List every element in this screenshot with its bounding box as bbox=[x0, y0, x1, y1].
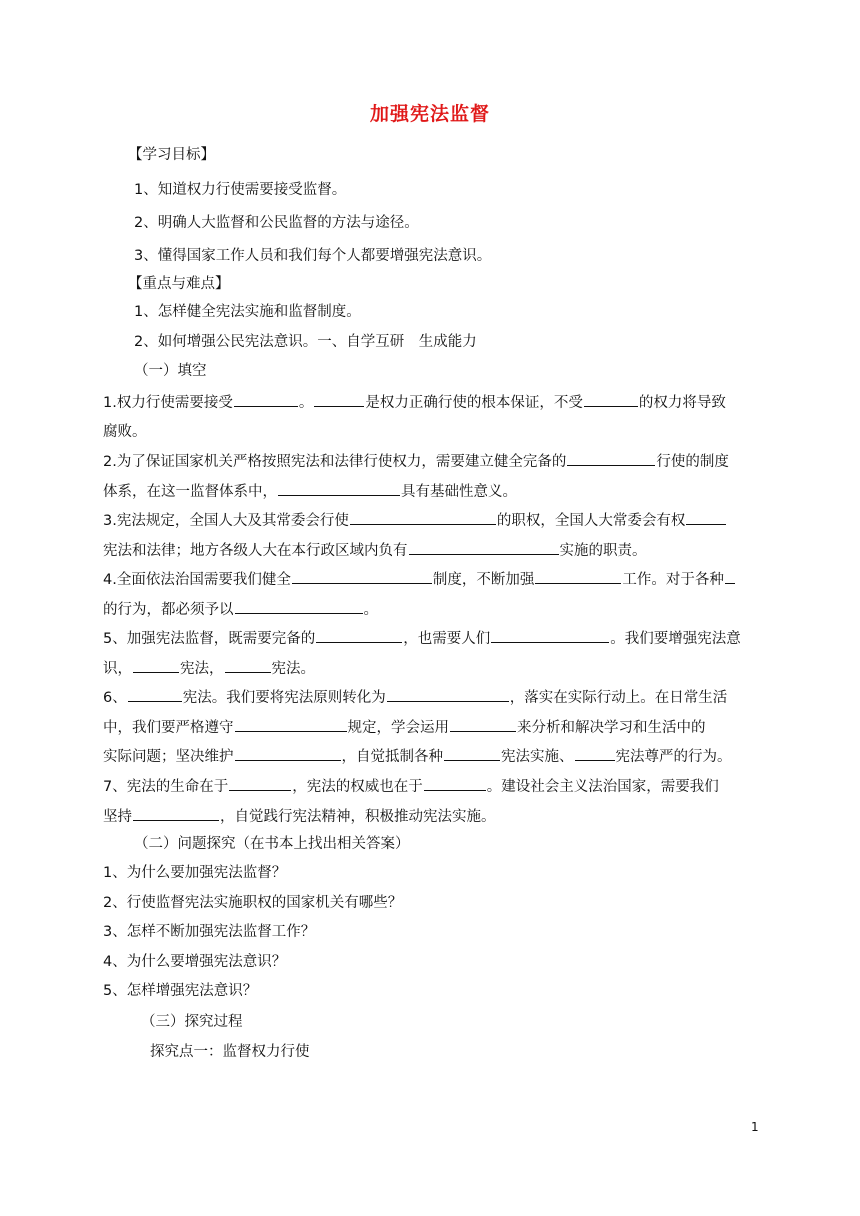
answer-blank[interactable] bbox=[128, 687, 182, 702]
answer-blank[interactable] bbox=[584, 392, 638, 407]
answer-blank[interactable] bbox=[725, 569, 735, 584]
question-text: 7、宪法的生命在于 bbox=[103, 779, 229, 795]
answer-blank[interactable] bbox=[229, 776, 291, 791]
question-text: 工作。对于各种 bbox=[622, 572, 724, 588]
answer-blank[interactable] bbox=[424, 776, 486, 791]
question-text: 坚持 bbox=[103, 809, 132, 825]
question-text: 。我们要增强宪法意 bbox=[610, 631, 741, 647]
inquiry-question: 2、行使监督宪法实施职权的国家机关有哪些？ bbox=[103, 895, 403, 911]
answer-blank[interactable] bbox=[133, 806, 219, 821]
answer-blank[interactable] bbox=[225, 658, 271, 673]
answer-blank[interactable] bbox=[535, 569, 621, 584]
question-text: 体系，在这一监督体系中， bbox=[103, 484, 277, 500]
answer-blank[interactable] bbox=[292, 569, 432, 584]
question-text: 宪法。 bbox=[271, 661, 315, 677]
question-text: 宪法。我们要将宪法原则转化为 bbox=[182, 690, 386, 706]
question-text: 行使的制度 bbox=[656, 454, 729, 470]
question-text: 。 bbox=[363, 602, 378, 618]
question-text: ，也需要人们 bbox=[403, 631, 491, 647]
question-text: 宪法和法律；地方各级人大在本行政区域内负有 bbox=[103, 543, 408, 559]
question-2 bbox=[103, 451, 729, 472]
inquiry-question: 5、怎样增强宪法意识？ bbox=[103, 983, 258, 999]
question-text: 宪法尊严的行为。 bbox=[615, 749, 732, 765]
question-text: 实施的职责。 bbox=[559, 543, 647, 559]
question-5-continued bbox=[103, 658, 315, 679]
goal-item: 3、懂得国家工作人员和我们每个人都要增强宪法意识。 bbox=[134, 248, 492, 264]
question-text: ，自觉践行宪法精神，积极推动宪法实施。 bbox=[220, 809, 496, 825]
answer-blank[interactable] bbox=[686, 510, 726, 525]
question-4 bbox=[103, 569, 736, 590]
question-text: 的职权，全国人大常委会有权 bbox=[496, 513, 686, 529]
question-text: 3.宪法规定，全国人大及其常委会行使 bbox=[103, 513, 349, 529]
inquiry-question: 1、为什么要加强宪法监督？ bbox=[103, 865, 287, 881]
key-point-item: 2、如何增强公民宪法意识。一、自学互研 生成能力 bbox=[134, 334, 477, 350]
inquiry-point-heading: 探究点一：监督权力行使 bbox=[150, 1044, 310, 1060]
inquiry-question: 4、为什么要增强宪法意识？ bbox=[103, 954, 287, 970]
answer-blank[interactable] bbox=[314, 392, 364, 407]
question-7-continued bbox=[103, 806, 496, 827]
question-text: 。 bbox=[298, 395, 314, 411]
question-3-continued bbox=[103, 540, 647, 561]
question-text: ，自觉抵制各种 bbox=[341, 749, 443, 765]
question-text: 实际问题；坚决维护 bbox=[103, 749, 234, 765]
question-text: 5、加强宪法监督，既需要完备的 bbox=[103, 631, 316, 647]
question-text: 具有基础性意义。 bbox=[401, 484, 517, 500]
question-text: 来分析和解决学习和生活中的 bbox=[517, 720, 706, 736]
question-text: 1.权力行使需要接受 bbox=[103, 395, 233, 411]
question-6-continued bbox=[103, 746, 732, 767]
question-text: ，宪法的权威也在于 bbox=[292, 779, 423, 795]
question-text: 宪法， bbox=[180, 661, 224, 677]
question-text: 4.全面依法治国需要我们健全 bbox=[103, 572, 291, 588]
answer-blank[interactable] bbox=[567, 451, 655, 466]
answer-blank[interactable] bbox=[235, 746, 341, 761]
question-6-continued bbox=[103, 717, 706, 738]
answer-blank[interactable] bbox=[278, 481, 400, 496]
question-text: 6、 bbox=[103, 690, 127, 706]
answer-blank[interactable] bbox=[235, 717, 347, 732]
section-heading-key-points: 【重点与难点】 bbox=[128, 276, 230, 292]
question-7 bbox=[103, 776, 719, 797]
page-title: 加强宪法监督 bbox=[370, 103, 491, 125]
question-text: 的权力将导致 bbox=[638, 395, 726, 411]
question-5 bbox=[103, 628, 741, 649]
inquiry-question: 3、怎样不断加强宪法监督工作？ bbox=[103, 924, 316, 940]
subsection-process: （三）探究过程 bbox=[141, 1014, 243, 1030]
question-6 bbox=[103, 687, 727, 708]
question-text: 识， bbox=[103, 661, 132, 677]
answer-blank[interactable] bbox=[316, 628, 402, 643]
question-3 bbox=[103, 510, 727, 531]
answer-blank[interactable] bbox=[133, 658, 179, 673]
answer-blank[interactable] bbox=[450, 717, 516, 732]
answer-blank[interactable] bbox=[387, 687, 509, 702]
question-text: ，落实在实际行动上。在日常生活 bbox=[509, 690, 728, 706]
section-heading-goals: 【学习目标】 bbox=[128, 147, 215, 163]
answer-blank[interactable] bbox=[575, 746, 615, 761]
goal-item: 1、知道权力行使需要接受监督。 bbox=[134, 182, 347, 198]
question-text: 中，我们要严格遵守 bbox=[103, 720, 234, 736]
answer-blank[interactable] bbox=[491, 628, 609, 643]
question-text: 2.为了保证国家机关严格按照宪法和法律行使权力，需要建立健全完备的 bbox=[103, 454, 567, 470]
question-text: 。建设社会主义法治国家，需要我们 bbox=[486, 779, 719, 795]
goal-item: 2、明确人大监督和公民监督的方法与途径。 bbox=[134, 215, 419, 231]
subsection-inquiry: （二）问题探究（在书本上找出相关答案） bbox=[134, 836, 410, 852]
page-number: 1 bbox=[751, 1120, 759, 1134]
question-2-continued bbox=[103, 481, 517, 502]
question-text: 宪法实施、 bbox=[501, 749, 574, 765]
question-text: 的行为，都必须予以 bbox=[103, 602, 234, 618]
question-text: 制度，不断加强 bbox=[432, 572, 535, 588]
question-text: 规定，学会运用 bbox=[347, 720, 449, 736]
answer-blank[interactable] bbox=[409, 540, 559, 555]
question-4-continued bbox=[103, 599, 378, 620]
question-1 bbox=[103, 392, 726, 413]
answer-blank[interactable] bbox=[350, 510, 496, 525]
question-text: 是权力正确行使的根本保证，不受 bbox=[365, 395, 583, 411]
key-point-item: 1、怎样健全宪法实施和监督制度。 bbox=[134, 304, 361, 320]
question-1-continued: 腐败。 bbox=[103, 424, 147, 440]
answer-blank[interactable] bbox=[234, 392, 298, 407]
subsection-fill-blanks: （一）填空 bbox=[134, 363, 207, 379]
answer-blank[interactable] bbox=[235, 599, 363, 614]
answer-blank[interactable] bbox=[444, 746, 500, 761]
